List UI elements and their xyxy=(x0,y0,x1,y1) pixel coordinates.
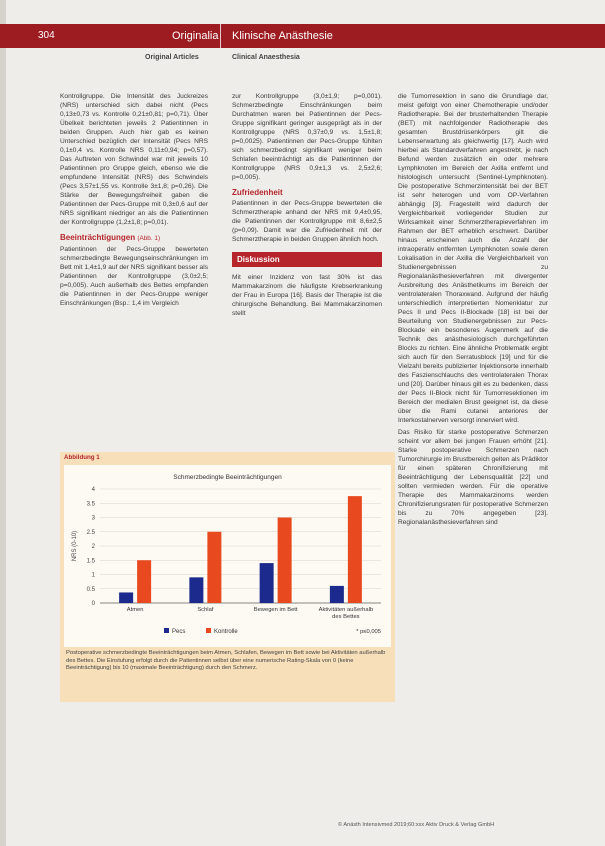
legend-label-kontrolle: Kontrolle xyxy=(214,629,238,635)
col2-paragraph-2: Patientinnen in der Pecs-Gruppe bewerteten die Schmerztherapie anhand der NRS mit 9,4±0,95, die Patientinnen der Kontrollgruppe mit 8,6±2,5 (p=0,09). Damit war die Zufriedenheit mit der Schmerztherapie in beiden Gruppen ähnlich hoch. xyxy=(232,200,382,243)
bar-chart xyxy=(64,465,391,647)
column-3 xyxy=(398,92,548,527)
col2-paragraph-1: zur Kontrollgruppe (3,0±1,9; p=0,001). Schmerzbedingte Einschränkungen beim Durchatmen waren bei Patientinnen der Pecs-Gruppe signifikant geringer ausgeprägt als in der Kontrollgruppe (NRS 0,37±0,9 vs. 1,5±1,8; p=0,0025). Patientinnen der Pecs-Gruppe fühlten sich schmerzbedingt signifikant weniger beim Schlafen beeinträchtigt als die Patientinnen der Kontrollgruppe (NRS 0,9±1,3 vs. 2,5±2,6; p=0,005). xyxy=(232,93,382,181)
bar-pecs xyxy=(260,563,274,603)
figure-1 xyxy=(60,452,395,702)
col3-paragraph-2: Das Risiko für starke postoperative Schmerzen scheint vor allem bei jungen Frauen erhöht [21]. Starke postoperative Schmerzen nach Tumorchirurgie im Brustbereich gelten als Prädiktor für einen späteren Chronifizierung mit Beeinträchtigung der Lebensqualität [22] und sollten vermieden werden. Für die operative Therapie des Mammakarzinoms werden Chronifizierungsraten für postoperative Schmerzen bis zu 70% angegeben [23]. Regionalanästhesieverfahren sind xyxy=(398,429,549,526)
category-label: Schlaf xyxy=(197,607,214,613)
bar-kontrolle xyxy=(348,496,362,603)
category-label: Aktivitäten außerhalb xyxy=(318,607,374,613)
heading-diskussion: Diskussion xyxy=(232,252,382,267)
y-tick-label: 2.5 xyxy=(86,529,95,536)
category-label: Atmen xyxy=(126,607,144,613)
section-right: Klinische Anästhesie xyxy=(232,30,333,42)
y-axis-label: NRS (0-10) xyxy=(72,530,78,562)
heading-text: Beeinträchtigungen xyxy=(60,233,136,242)
heading-beeintraechtigungen xyxy=(60,233,208,243)
heading-zufriedenheit: Zufriedenheit xyxy=(232,188,283,197)
col3-paragraph-1: die Tumorresektion in sano die Grundlage dar, meist gefolgt von einer Chemotherapie und/oder Radiotherapie. Bei der brusterhaltenden Therapie (BET) mit nachfolgender Radiotherapie des gesamten Brustdrüsenkörpers gilt die Lebenserwartung als gleichwertig [17]. Auch wird hierbei als Standardverfahren angestrebt, je nach Befund werden zusätzlich ein oder mehrere Lymphknoten im Bereich der Axilla entfernt und histologisch untersucht (Sentinel-Lymphknoten). Die postoperative Schmerzintensität bei der BET ist sehr heterogen und vom OP-Verfahren abhängig [3]. Fragestellt wird dadurch der Vergleichbarkeit vorliegender Studien zur Wirksamkeit einer Schmerztherapieverfahren im Rahmen der BET erheblich erschwert. Darüber hinaus erscheinen auch die Anzahl der intraoperativ entfernten Lymphknoten sowie deren Lokalisation in der Axilla die Vergleichbarkeit von Studienergebnissen zu Regionalanästhesieverfahren mit divergenter Ausbreitung des Anästhetikums im Bereich der ventrolateralen Thoraxwand. Aufgrund der häufig unterschiedlich interpretierten Nomenklatur zur Pecs II und Pecs II-Blockade [18] ist bei der Beurteilung von Studienergebnissen zur Pecs-Blockade ein besonderes Augenmerk auf die Technik des anästhesiologisch durchgeführten Blocks zu richten. Eine ähnliche Problematik ergibt sich auch für den Serratusblock [19] und für die Vielzahl bereits publizierter Injektionsorte innerhalb des Faszienschlauchs des ventrolateralen Thorax und [20]. Darüber hinaus gilt es zu bedenken, dass der Pecs II-Block nicht für Tumorresektionen im Bereich der medialen Brust geeignet ist, da diese über die Rami cutanei anteriores der Interkostalnerven versorgt innerviert wird. xyxy=(398,93,548,424)
y-tick-label: 3.5 xyxy=(86,501,95,508)
figure-ref: (Abb. 1) xyxy=(137,235,161,242)
footer-copyright: © Anästh Intensivmed 2019;60:xxx Aktiv Druck & Verlag GmbH xyxy=(338,822,495,828)
legend-label-pecs: Pecs xyxy=(172,629,186,635)
sub-right: Clinical Anaesthesia xyxy=(232,54,300,61)
y-tick-label: 4 xyxy=(91,487,95,493)
bar-pecs xyxy=(189,577,203,603)
legend-swatch-pecs xyxy=(164,628,169,633)
y-tick-label: 1.5 xyxy=(86,558,95,565)
page-number: 304 xyxy=(38,30,55,41)
col2-paragraph-3: Mit einer Inzidenz von fast 30% ist das Mammakarzinom die häufigste Krebserkrankung der Frau in Europa [16]. Basis der Therapie ist die chirurgische Behandlung. Bei Mammakarzinomen stellt xyxy=(232,274,382,317)
y-tick-label: 3 xyxy=(91,515,95,522)
bar-kontrolle xyxy=(137,560,151,603)
category-label: Bewegen im Bett xyxy=(253,607,298,613)
section-left: Originalia xyxy=(172,30,219,42)
figure-caption: Postoperative schmerzbedingte Beeinträchtigungen beim Atmen, Schlafen, Bewegen im Bett sowie bei Aktivitäten außerhalb des Bettes. Die Einstufung erfolgt durch die Patientinnen selbst über eine numerische Rating-Skala von 0 (keine Beeinträchtigung) bis 10 (maximale Beeinträchtigung) durch den Schmerz. xyxy=(66,650,386,672)
y-tick-label: 0 xyxy=(91,601,95,607)
column-2 xyxy=(232,92,382,318)
sub-left: Original Articles xyxy=(145,54,199,61)
chart-panel xyxy=(64,465,391,647)
chart-footnote: * p≤0,005 xyxy=(356,629,381,635)
bar-pecs xyxy=(330,586,344,603)
header-divider xyxy=(220,24,221,48)
chart-title: Schmerzbedingte Beeinträchtigungen xyxy=(173,474,282,481)
col1-paragraph-2: Patientinnen der Pecs-Gruppe bewerteten schmerzbedingte Bewegungseinschränkungen im Bett mit 1,4±1,9 auf der NRS signifikant besser als Patientinnen der Kontrollgruppe (3,0±2,5; p=0,005). Auch außerhalb des Bettes empfanden die Patientinnen in der Pecs-Gruppe weniger Einschränkungen (Bsp.: 1,4 im Vergleich xyxy=(60,246,208,307)
bar-kontrolle xyxy=(207,532,221,603)
header-bar xyxy=(0,24,605,48)
bar-pecs xyxy=(119,592,133,603)
col1-paragraph-1: Kontrollgruppe. Die Intensität des Juckreizes (NRS) unterschied sich dabei nicht (Pecs 0,13±0,73 vs. Kontrolle 0,21±0,81; p=0,71). Über Übelkeit berichteten jeweils 2 Patientinnen in beiden Gruppen. Auch hier gab es keinen Unterschied bezüglich der Intensität (Pecs NRS 0,1±0,4 vs. Kontrolle NRS 0,11±0,94; p=0,57). Das Auftreten von Schwindel war mit jeweils 10 Patientinnen pro Gruppe gleich, ebenso wie die empfundene Intensität (NRS) des Schwindels (Pecs 3,57±1,55 vs. Kontrolle 3±1,8; p=0,26). Die Stärke der Bewegungsfreiheit gaben die Patientinnen der Pecs-Gruppe mit 0,3±0,6 auf der NRS signifikant niedriger an als die Patientinnen der Kontrollgruppe (1,2±1,8; p=0,01). xyxy=(60,93,208,226)
y-tick-label: 2 xyxy=(91,544,95,550)
legend-swatch-kontrolle xyxy=(206,628,211,633)
y-tick-label: 0.5 xyxy=(86,586,95,593)
column-1 xyxy=(60,92,208,308)
bar-kontrolle xyxy=(278,518,292,604)
y-tick-label: 1 xyxy=(91,572,95,579)
figure-label: Abbildung 1 xyxy=(64,454,100,461)
page-edge xyxy=(0,0,6,846)
category-label: des Bettes xyxy=(332,614,360,620)
